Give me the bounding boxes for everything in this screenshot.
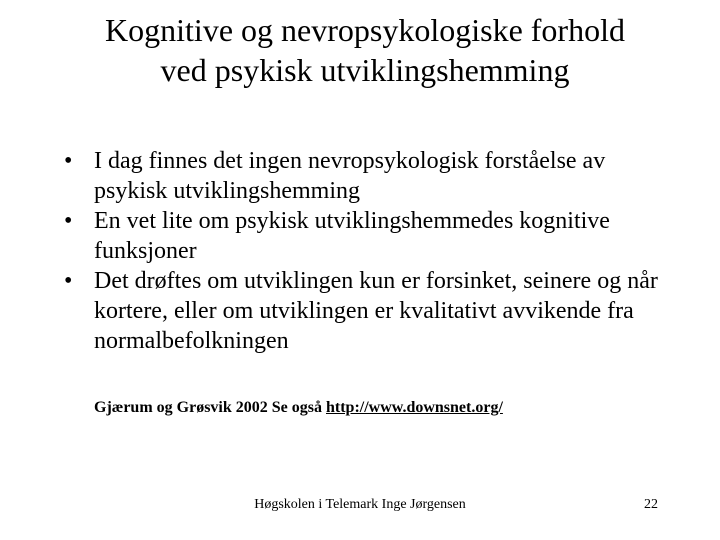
bullet-item bbox=[62, 266, 682, 356]
slide-title bbox=[40, 10, 690, 90]
downsnet-link[interactable]: http://www.downsnet.org/ bbox=[326, 399, 503, 416]
bullet-icon: • bbox=[64, 148, 73, 174]
bullet-item bbox=[62, 146, 682, 206]
bullet-text: En vet lite om psykisk utviklingshemmedes kognitive funksjoner bbox=[94, 208, 610, 264]
footer-text: Høgskolen i Telemark Inge Jørgensen bbox=[254, 497, 466, 512]
bullet-list bbox=[62, 146, 682, 356]
bullet-item bbox=[62, 206, 682, 266]
citation bbox=[94, 398, 503, 418]
page-number: 22 bbox=[644, 497, 658, 512]
bullet-icon: • bbox=[64, 268, 73, 294]
bullet-icon: • bbox=[64, 208, 73, 234]
title-line-2: ved psykisk utviklingshemming bbox=[160, 52, 570, 88]
title-line-1: Kognitive og nevropsykologiske forhold bbox=[105, 12, 625, 48]
bullet-text: I dag finnes det ingen nevropsykologisk forståelse av psykisk utviklingshemming bbox=[94, 148, 606, 204]
bullet-text: Det drøftes om utviklingen kun er forsinket, seinere og når kortere, eller om utviklingen er kvalitativt avvikende fra normalbefolkningen bbox=[94, 268, 658, 354]
citation-text: Gjærum og Grøsvik 2002 Se også bbox=[94, 399, 326, 416]
